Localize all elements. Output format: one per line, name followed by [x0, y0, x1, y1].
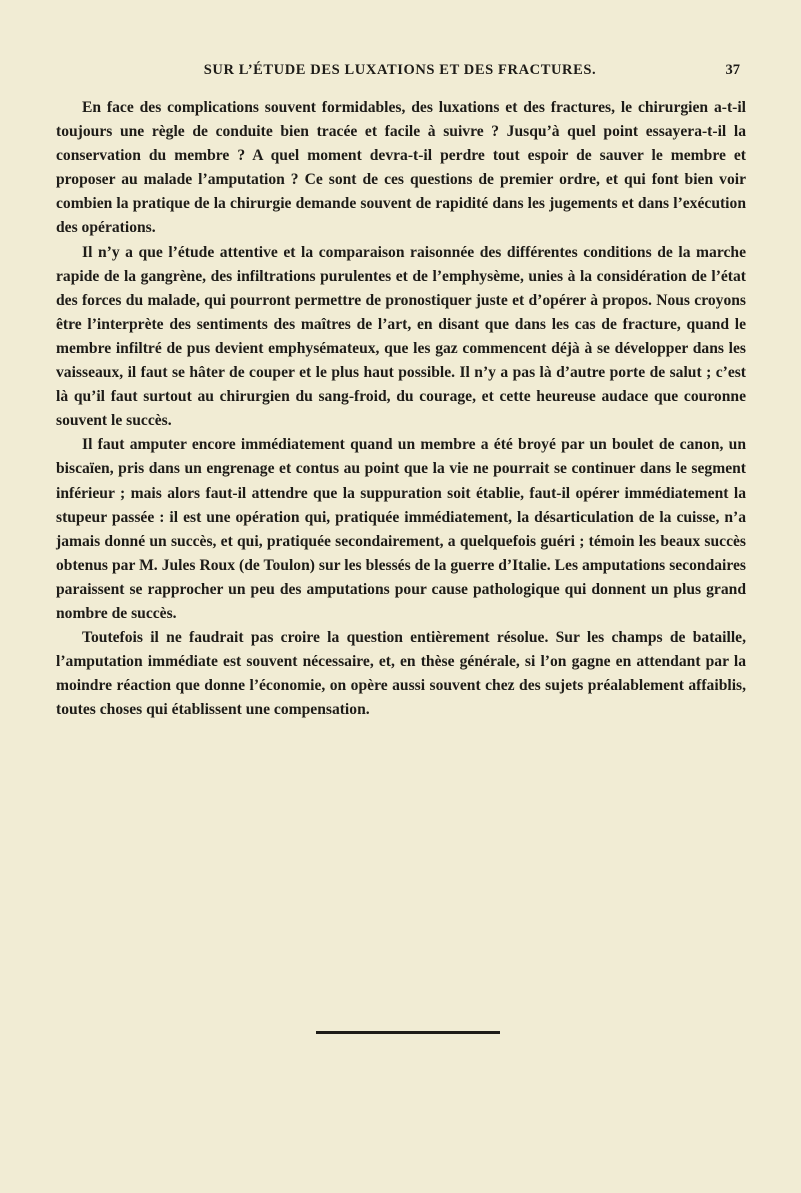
page-number: 37	[725, 62, 740, 78]
running-title: SUR L’ÉTUDE DES LUXATIONS ET DES FRACTURES.	[203, 62, 597, 78]
paragraph: En face des complications souvent formidables, des luxations et des fractures, le chirurgien a-t-il toujours une règle de conduite bien tracée et facile à suivre ? Jusqu’à quel point essayera-t-il la conservation du membre ? A quel moment devra-t-il perdre tout espoir de sauver le membre et proposer au malade l’amputation ? Ce sont de ces questions de premier ordre, et qui font bien voir combien la pratique de la chirurgie demande souvent de rapidité dans les jugements et dans l’exécution des opérations.	[56, 99, 746, 237]
body-text	[56, 96, 746, 722]
paragraph: Il n’y a que l’étude attentive et la comparaison raisonnée des différentes conditions de la marche rapide de la gangrène, des infiltrations purulentes et de l’emphysème, unies à la considération de l’état des forces du malade, qui pourront permettre de pronostiquer juste et d’opérer à propos. Nous croyons être l’interprète des sentiments des maîtres de l’art, en disant que dans les cas de fracture, quand le membre infiltré de pus devient emphysémateux, que les gaz commencent déjà à se développer dans les vaisseaux, il faut se hâter de couper et le plus haut possible. Il n’y a pas là d’autre porte de salut ; c’est là qu’il faut surtout au chirurgien du sang-froid, du courage, et cette heureuse audace que couronne souvent le succès.	[56, 243, 746, 430]
end-rule	[316, 1031, 500, 1034]
running-head	[60, 62, 740, 86]
paragraph: Il faut amputer encore immédiatement quand un membre a été broyé par un boulet de canon, un biscaïen, pris dans un engrenage et contus au point que la vie ne pourrait se continuer dans le segment inférieur ; mais alors faut-il attendre que la suppuration soit établie, faut-il opérer immédiatement la stupeur passée : il est une opération qui, pratiquée immédiatement, la désarticulation de la cuisse, n’a jamais donné un succès, et qui, pratiquée secondairement, a quelquefois guéri ; témoin les beaux succès obtenus par M. Jules Roux (de Toulon) sur les blessés de la guerre d’Italie. Les amputations secondaires paraissent se rapprocher un peu des amputations pour cause pathologique qui donnent un plus grand nombre de succès.	[56, 436, 746, 622]
paragraph: Toutefois il ne faudrait pas croire la question entièrement résolue. Sur les champs de bataille, l’amputation immédiate est souvent nécessaire, et, en thèse générale, si l’on gagne en attendant par la moindre réaction que donne l’économie, on opère aussi souvent chez des sujets préalablement affaiblis, toutes choses qui établissent une compensation.	[56, 629, 746, 719]
